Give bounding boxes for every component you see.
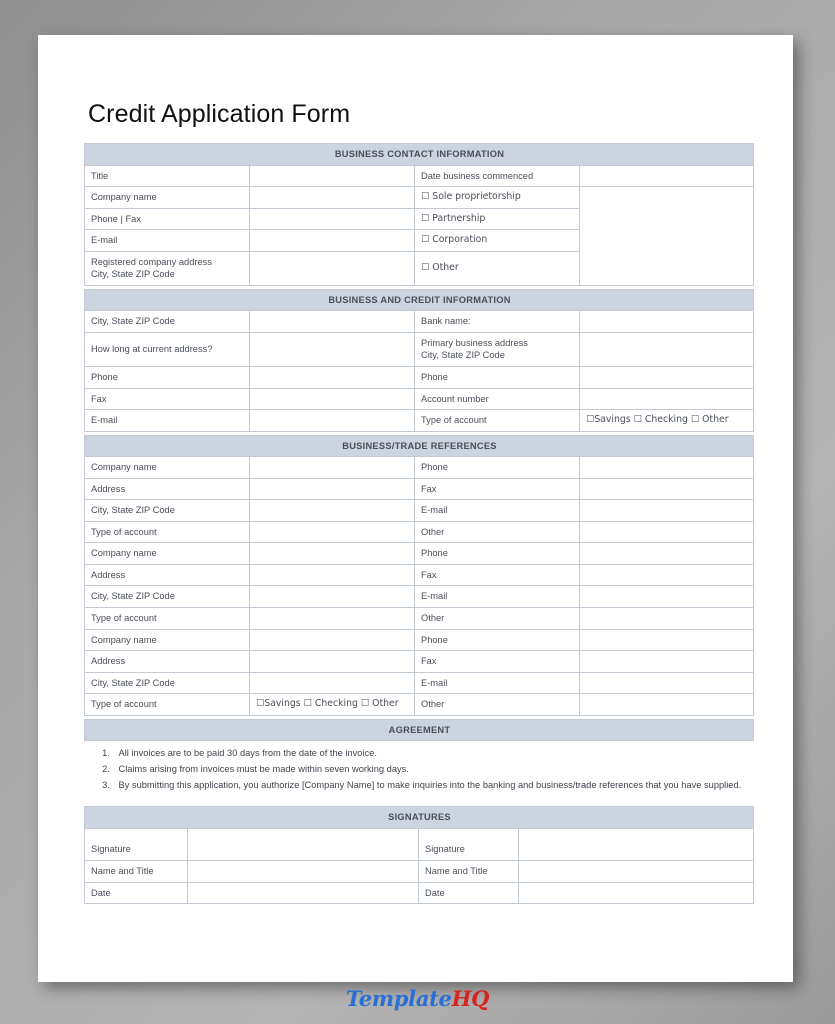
label-ref1-company-name: Company name (85, 457, 250, 479)
input-name-and-title-right[interactable] (519, 861, 754, 883)
section-agreement (84, 719, 754, 801)
section-header-row (85, 435, 754, 457)
checkbox-other-business-type[interactable]: ☐ Other (415, 251, 580, 285)
label-ref1-address: Address (85, 478, 250, 500)
input-ref2-type-of-account[interactable] (250, 608, 415, 630)
label-signature-right: Signature (419, 829, 519, 861)
label-ref1-city-state-zip: City, State ZIP Code (85, 500, 250, 522)
section-header-row (85, 807, 754, 829)
brand-watermark (0, 986, 835, 1011)
table-row (85, 457, 754, 479)
section-heading-agreement: AGREEMENT (85, 719, 754, 741)
document-page (38, 35, 793, 982)
table-row (85, 388, 754, 410)
section-heading-credit: BUSINESS AND CREDIT INFORMATION (85, 289, 754, 311)
table-row (85, 564, 754, 586)
table-row (85, 608, 754, 630)
label-ref1-email: E-mail (415, 500, 580, 522)
input-phone-fax[interactable] (250, 208, 415, 230)
label-registered-company-address-line1: Registered company address (91, 256, 212, 267)
checkbox-partnership[interactable]: ☐ Partnership (415, 208, 580, 230)
label-ref3-type-of-account: Type of account (85, 694, 250, 716)
table-row (85, 367, 754, 389)
input-name-and-title-left[interactable] (188, 861, 419, 883)
label-title: Title (85, 165, 250, 187)
label-bank-name: Bank name: (415, 311, 580, 333)
table-row (85, 651, 754, 673)
table-row (85, 410, 754, 432)
label-ref2-email: E-mail (415, 586, 580, 608)
brand-name-part2: HQ (451, 986, 490, 1011)
checkbox-group-type-of-account[interactable]: ☐Savings ☐ Checking ☐ Other (580, 410, 754, 432)
agreement-body (85, 741, 754, 801)
table-row (85, 882, 754, 904)
section-heading-contact: BUSINESS CONTACT INFORMATION (85, 144, 754, 166)
agreement-list (87, 743, 746, 798)
input-date-right[interactable] (519, 882, 754, 904)
label-date-left: Date (85, 882, 188, 904)
input-how-long-at-current-address[interactable] (250, 332, 415, 366)
label-email: E-mail (85, 230, 250, 252)
label-account-number: Account number (415, 388, 580, 410)
brand-name-part1: Template (345, 986, 452, 1011)
input-signature-right[interactable] (519, 829, 754, 861)
input-ref3-company-name[interactable] (250, 629, 415, 651)
label-ref2-fax: Fax (415, 564, 580, 586)
label-date-business-commenced: Date business commenced (415, 165, 580, 187)
input-city-state-zip[interactable] (250, 311, 415, 333)
section-business-trade-references (84, 435, 754, 716)
label-ref2-company-name: Company name (85, 543, 250, 565)
input-ref3-fax[interactable] (580, 651, 754, 673)
table-row (85, 332, 754, 366)
input-ref1-other[interactable] (580, 521, 754, 543)
label-ref1-type-of-account: Type of account (85, 521, 250, 543)
input-ref3-email[interactable] (580, 672, 754, 694)
label-ref3-fax: Fax (415, 651, 580, 673)
label-email-credit: E-mail (85, 410, 250, 432)
label-ref3-email: E-mail (415, 672, 580, 694)
input-date-left[interactable] (188, 882, 419, 904)
label-company-name: Company name (85, 187, 250, 209)
input-phone-right[interactable] (580, 367, 754, 389)
input-ref1-phone[interactable] (580, 457, 754, 479)
table-row (85, 672, 754, 694)
input-company-name[interactable] (250, 187, 415, 209)
table-row (85, 165, 754, 187)
table-row (85, 586, 754, 608)
label-how-long-at-current-address: How long at current address? (85, 332, 250, 366)
table-row (85, 311, 754, 333)
label-phone-right: Phone (415, 367, 580, 389)
label-primary-business-address-line1: Primary business address (421, 337, 528, 348)
label-ref1-phone: Phone (415, 457, 580, 479)
label-fax: Fax (85, 388, 250, 410)
input-ref1-type-of-account[interactable] (250, 521, 415, 543)
label-name-and-title-left: Name and Title (85, 861, 188, 883)
input-ref3-city-state-zip[interactable] (250, 672, 415, 694)
section-heading-references: BUSINESS/TRADE REFERENCES (85, 435, 754, 457)
label-ref3-other: Other (415, 694, 580, 716)
input-email[interactable] (250, 230, 415, 252)
credit-application-form (84, 143, 753, 904)
input-phone-left[interactable] (250, 367, 415, 389)
label-registered-company-address (85, 251, 250, 285)
label-ref3-company-name: Company name (85, 629, 250, 651)
checkbox-sole-proprietorship[interactable]: ☐ Sole proprietorship (415, 187, 580, 209)
page-title: Credit Application Form (88, 100, 351, 128)
label-ref2-city-state-zip: City, State ZIP Code (85, 586, 250, 608)
section-header-row (85, 719, 754, 741)
label-primary-business-address-line2: City, State ZIP Code (421, 350, 505, 361)
input-ref1-fax[interactable] (580, 478, 754, 500)
section-header-row (85, 144, 754, 166)
input-ref2-city-state-zip[interactable] (250, 586, 415, 608)
table-row (85, 543, 754, 565)
input-ref3-phone[interactable] (580, 629, 754, 651)
label-ref3-phone: Phone (415, 629, 580, 651)
label-phone-fax: Phone | Fax (85, 208, 250, 230)
input-date-business-commenced[interactable] (580, 165, 754, 187)
input-title[interactable] (250, 165, 415, 187)
label-signature-left: Signature (85, 829, 188, 861)
input-account-number[interactable] (580, 388, 754, 410)
input-ref3-address[interactable] (250, 651, 415, 673)
input-primary-business-address[interactable] (580, 332, 754, 366)
agreement-text-wrapper (85, 741, 754, 800)
table-row (85, 629, 754, 651)
label-ref2-type-of-account: Type of account (85, 608, 250, 630)
section-signatures (84, 806, 754, 904)
label-ref1-other: Other (415, 521, 580, 543)
input-ref2-other[interactable] (580, 608, 754, 630)
agreement-item: 2. Claims arising from invoices must be made within seven working days. (113, 762, 746, 777)
table-row (85, 829, 754, 861)
agreement-body-row (85, 741, 754, 801)
table-row (85, 478, 754, 500)
label-ref3-city-state-zip: City, State ZIP Code (85, 672, 250, 694)
agreement-item: 1. All invoices are to be paid 30 days from the date of the invoice. (113, 746, 746, 761)
input-fax[interactable] (250, 388, 415, 410)
input-ref1-email[interactable] (580, 500, 754, 522)
label-city-state-zip: City, State ZIP Code (85, 311, 250, 333)
table-row (85, 521, 754, 543)
input-bank-name[interactable] (580, 311, 754, 333)
input-email-credit[interactable] (250, 410, 415, 432)
table-row (85, 861, 754, 883)
label-date-right: Date (419, 882, 519, 904)
label-registered-company-address-line2: City, State ZIP Code (91, 269, 175, 280)
label-ref3-address: Address (85, 651, 250, 673)
label-type-of-account: Type of account (415, 410, 580, 432)
section-heading-signatures: SIGNATURES (85, 807, 754, 829)
input-ref2-address[interactable] (250, 564, 415, 586)
label-ref2-other: Other (415, 608, 580, 630)
input-ref2-fax[interactable] (580, 564, 754, 586)
agreement-item: 3. By submitting this application, you authorize [Company Name] to make inquiries into the banking and business/trade references that you have supplied. (113, 778, 746, 793)
input-signature-left[interactable] (188, 829, 419, 861)
label-ref1-fax: Fax (415, 478, 580, 500)
input-ref2-email[interactable] (580, 586, 754, 608)
section-business-and-credit-information (84, 289, 754, 432)
label-phone-left: Phone (85, 367, 250, 389)
input-business-type-notes[interactable] (580, 187, 754, 286)
checkbox-group-ref3-type-of-account[interactable]: ☐Savings ☐ Checking ☐ Other (250, 694, 415, 716)
input-ref1-company-name[interactable] (250, 457, 415, 479)
input-ref1-address[interactable] (250, 478, 415, 500)
label-ref2-phone: Phone (415, 543, 580, 565)
label-name-and-title-right: Name and Title (419, 861, 519, 883)
input-ref3-other[interactable] (580, 694, 754, 716)
table-row (85, 187, 754, 209)
input-ref2-phone[interactable] (580, 543, 754, 565)
input-ref1-city-state-zip[interactable] (250, 500, 415, 522)
input-registered-company-address[interactable] (250, 251, 415, 285)
section-header-row (85, 289, 754, 311)
label-ref2-address: Address (85, 564, 250, 586)
table-row (85, 694, 754, 716)
input-ref2-company-name[interactable] (250, 543, 415, 565)
section-business-contact-information (84, 143, 754, 286)
checkbox-corporation[interactable]: ☐ Corporation (415, 230, 580, 252)
table-row (85, 500, 754, 522)
label-primary-business-address (415, 332, 580, 366)
